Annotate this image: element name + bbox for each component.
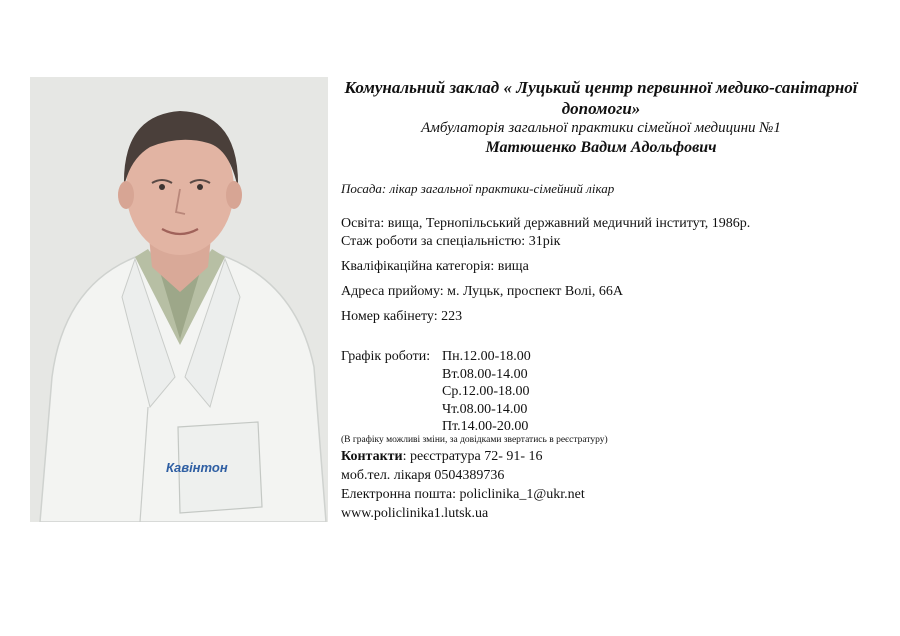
- qualification-line: Кваліфікаційна категорія: вища: [341, 259, 529, 274]
- position-line: Посада: лікар загальної практики-сімейний лікар: [341, 181, 615, 196]
- address-line: Адреса прийому: м. Луцьк, проспект Волі, 66А: [341, 284, 623, 299]
- email-line: Електронна пошта: policlinika_1@ukr.net: [341, 487, 585, 502]
- header: [340, 77, 862, 158]
- website-line: www.policlinika1.lutsk.ua: [341, 506, 489, 521]
- schedule-list: [442, 348, 531, 436]
- schedule-day: Ср.12.00-18.00: [442, 384, 530, 399]
- doctor-name: Матюшенко Вадим Адольфович: [485, 139, 717, 156]
- education-line: Освіта: вища, Тернопільський державний медичний інститут, 1986р.: [341, 216, 751, 231]
- doctor-photo: [30, 77, 328, 522]
- doctor-portrait-illustration: [30, 77, 328, 522]
- mobile-line: моб.тел. лікаря 0504389736: [341, 468, 505, 483]
- registry-phone: : реєстратура 72- 91- 16: [402, 449, 543, 464]
- coat-logo: Кавінтон: [166, 460, 228, 475]
- room-line: Номер кабінету: 223: [341, 309, 463, 324]
- contacts-block: [341, 447, 585, 523]
- schedule-day: Чт.08.00-14.00: [442, 401, 528, 417]
- contacts-label: Контакти: [341, 449, 403, 464]
- schedule-label: Графік роботи:: [341, 349, 431, 364]
- schedule-day: Пт.14.00-20.00: [442, 419, 529, 434]
- institution-title: Комунальний заклад « Луцький центр первинної медико-санітарної допомоги»: [344, 78, 858, 118]
- schedule-day: Вт.08.00-14.00: [442, 366, 528, 382]
- clinic-subtitle: Амбулаторія загальної практики сімейної медицини №1: [421, 120, 781, 136]
- schedule-day: Пн.12.00-18.00: [442, 349, 531, 364]
- experience-line: Стаж роботи за спеціальністю: 31рік: [341, 234, 561, 249]
- schedule-note: (В графіку можливі зміни, за довідками звертатись в реєстратуру): [341, 435, 608, 445]
- contacts-registry-line: [341, 447, 585, 466]
